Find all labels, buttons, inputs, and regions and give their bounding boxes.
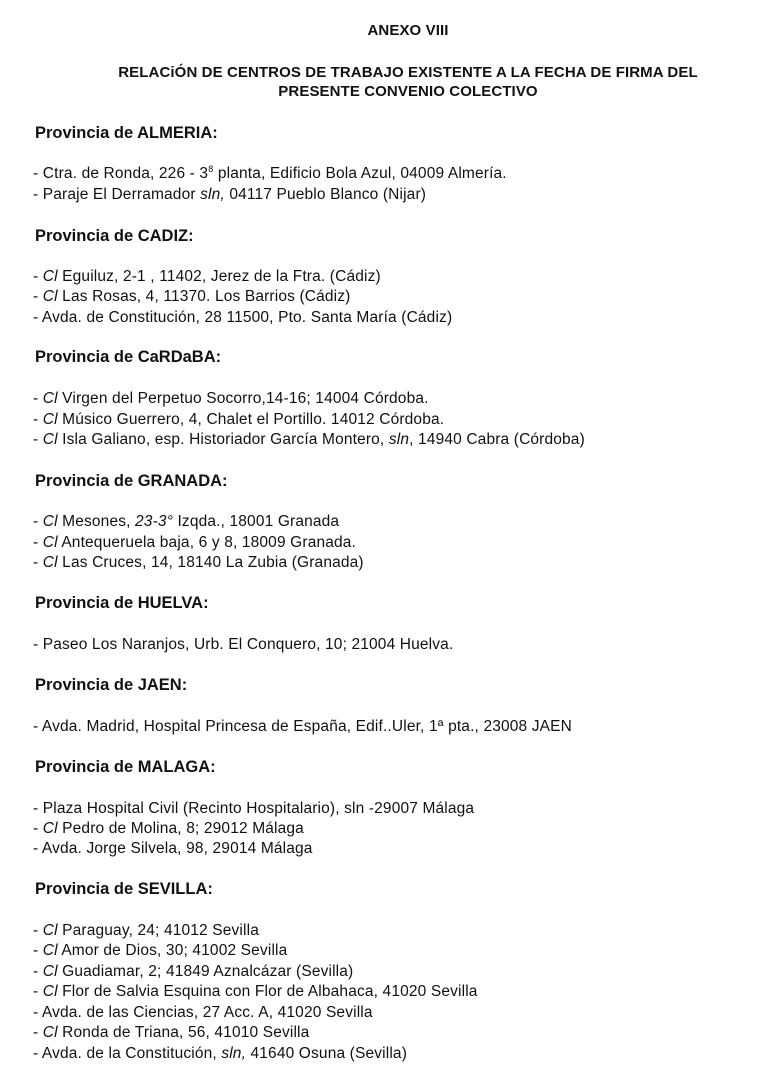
address-line: - Cl Paraguay, 24; 41012 Sevilla	[33, 922, 259, 939]
province-heading-granada: Provincia de GRANADA:	[35, 472, 228, 490]
annex-title: ANEXO VIII	[367, 22, 449, 39]
province-heading-huelva: Provincia de HUELVA:	[35, 594, 209, 612]
address-line: - Cl Guadiamar, 2; 41849 Aznalcázar (Sevilla)	[33, 963, 354, 980]
address-line: - Cl Las Rosas, 4, 11370. Los Barrios (Cádiz)	[33, 288, 351, 305]
document-title-line-1: RELACiÓN DE CENTROS DE TRABAJO EXISTENTE A LA FECHA DE FIRMA DEL	[118, 64, 698, 81]
address-line: - Avda. de las Ciencias, 27 Acc. A, 41020 Sevilla	[33, 1004, 373, 1021]
province-heading-cadiz: Provincia de CADIZ:	[35, 227, 194, 245]
province-heading-malaga: Provincia de MALAGA:	[35, 758, 216, 776]
province-heading-jaen: Provincia de JAEN:	[35, 676, 188, 694]
address-line: - Cl Eguiluz, 2-1 , 11402, Jerez de la Ftra. (Cádiz)	[33, 268, 381, 285]
document-title-line-2: PRESENTE CONVENIO COLECTIVO	[278, 83, 538, 100]
address-line: - Cl Isla Galiano, esp. Historiador García Montero, sln, 14940 Cabra (Córdoba)	[33, 431, 585, 448]
address-line: - Avda. de la Constitución, sln, 41640 Osuna (Sevilla)	[33, 1045, 408, 1062]
province-heading-sevilla: Provincia de SEVILLA:	[35, 880, 213, 898]
province-heading-cordoba: Provincia de CaRDaBA:	[35, 348, 222, 366]
address-line: - Cl Mesones, 23-3° Izqda., 18001 Granada	[33, 513, 340, 530]
address-line: - Avda. Madrid, Hospital Princesa de España, Edif..Uler, 1ª pta., 23008 JAEN	[33, 718, 572, 735]
province-heading-almeria: Provincia de ALMERIA:	[35, 124, 218, 142]
address-line: - Cl Las Cruces, 14, 18140 La Zubia (Granada)	[33, 554, 364, 571]
address-line: - Avda. de Constitución, 28 11500, Pto. Santa María (Cádiz)	[33, 309, 453, 326]
address-line: - Cl Pedro de Molina, 8; 29012 Málaga	[33, 820, 304, 837]
address-line: - Cl Virgen del Perpetuo Socorro,14-16; 14004 Córdoba.	[33, 390, 429, 407]
address-line: - Cl Amor de Dios, 30; 41002 Sevilla	[33, 942, 288, 959]
address-line: - Cl Flor de Salvia Esquina con Flor de Albahaca, 41020 Sevilla	[33, 983, 478, 1000]
address-line: - Cl Ronda de Triana, 56, 41010 Sevilla	[33, 1024, 310, 1041]
address-line: - Paseo Los Naranjos, Urb. El Conquero, 10; 21004 Huelva.	[33, 636, 454, 653]
address-line: - Ctra. de Ronda, $226 - 3^8$ planta, Edificio Bola Azul, 04009 Almería.	[33, 163, 507, 182]
address-line: - Paraje El Derramador sln, 04117 Pueblo Blanco (Nijar)	[33, 186, 427, 203]
address-line: - Avda. Jorge Silvela, 98, 29014 Málaga	[33, 840, 313, 857]
address-line: - Plaza Hospital Civil (Recinto Hospitalario), sln -29007 Málaga	[33, 800, 475, 817]
address-line: - Cl Músico Guerrero, 4, Chalet el Portillo. 14012 Córdoba.	[33, 411, 445, 428]
address-line: - Cl Antequeruela baja, 6 y 8, 18009 Granada.	[33, 534, 357, 551]
